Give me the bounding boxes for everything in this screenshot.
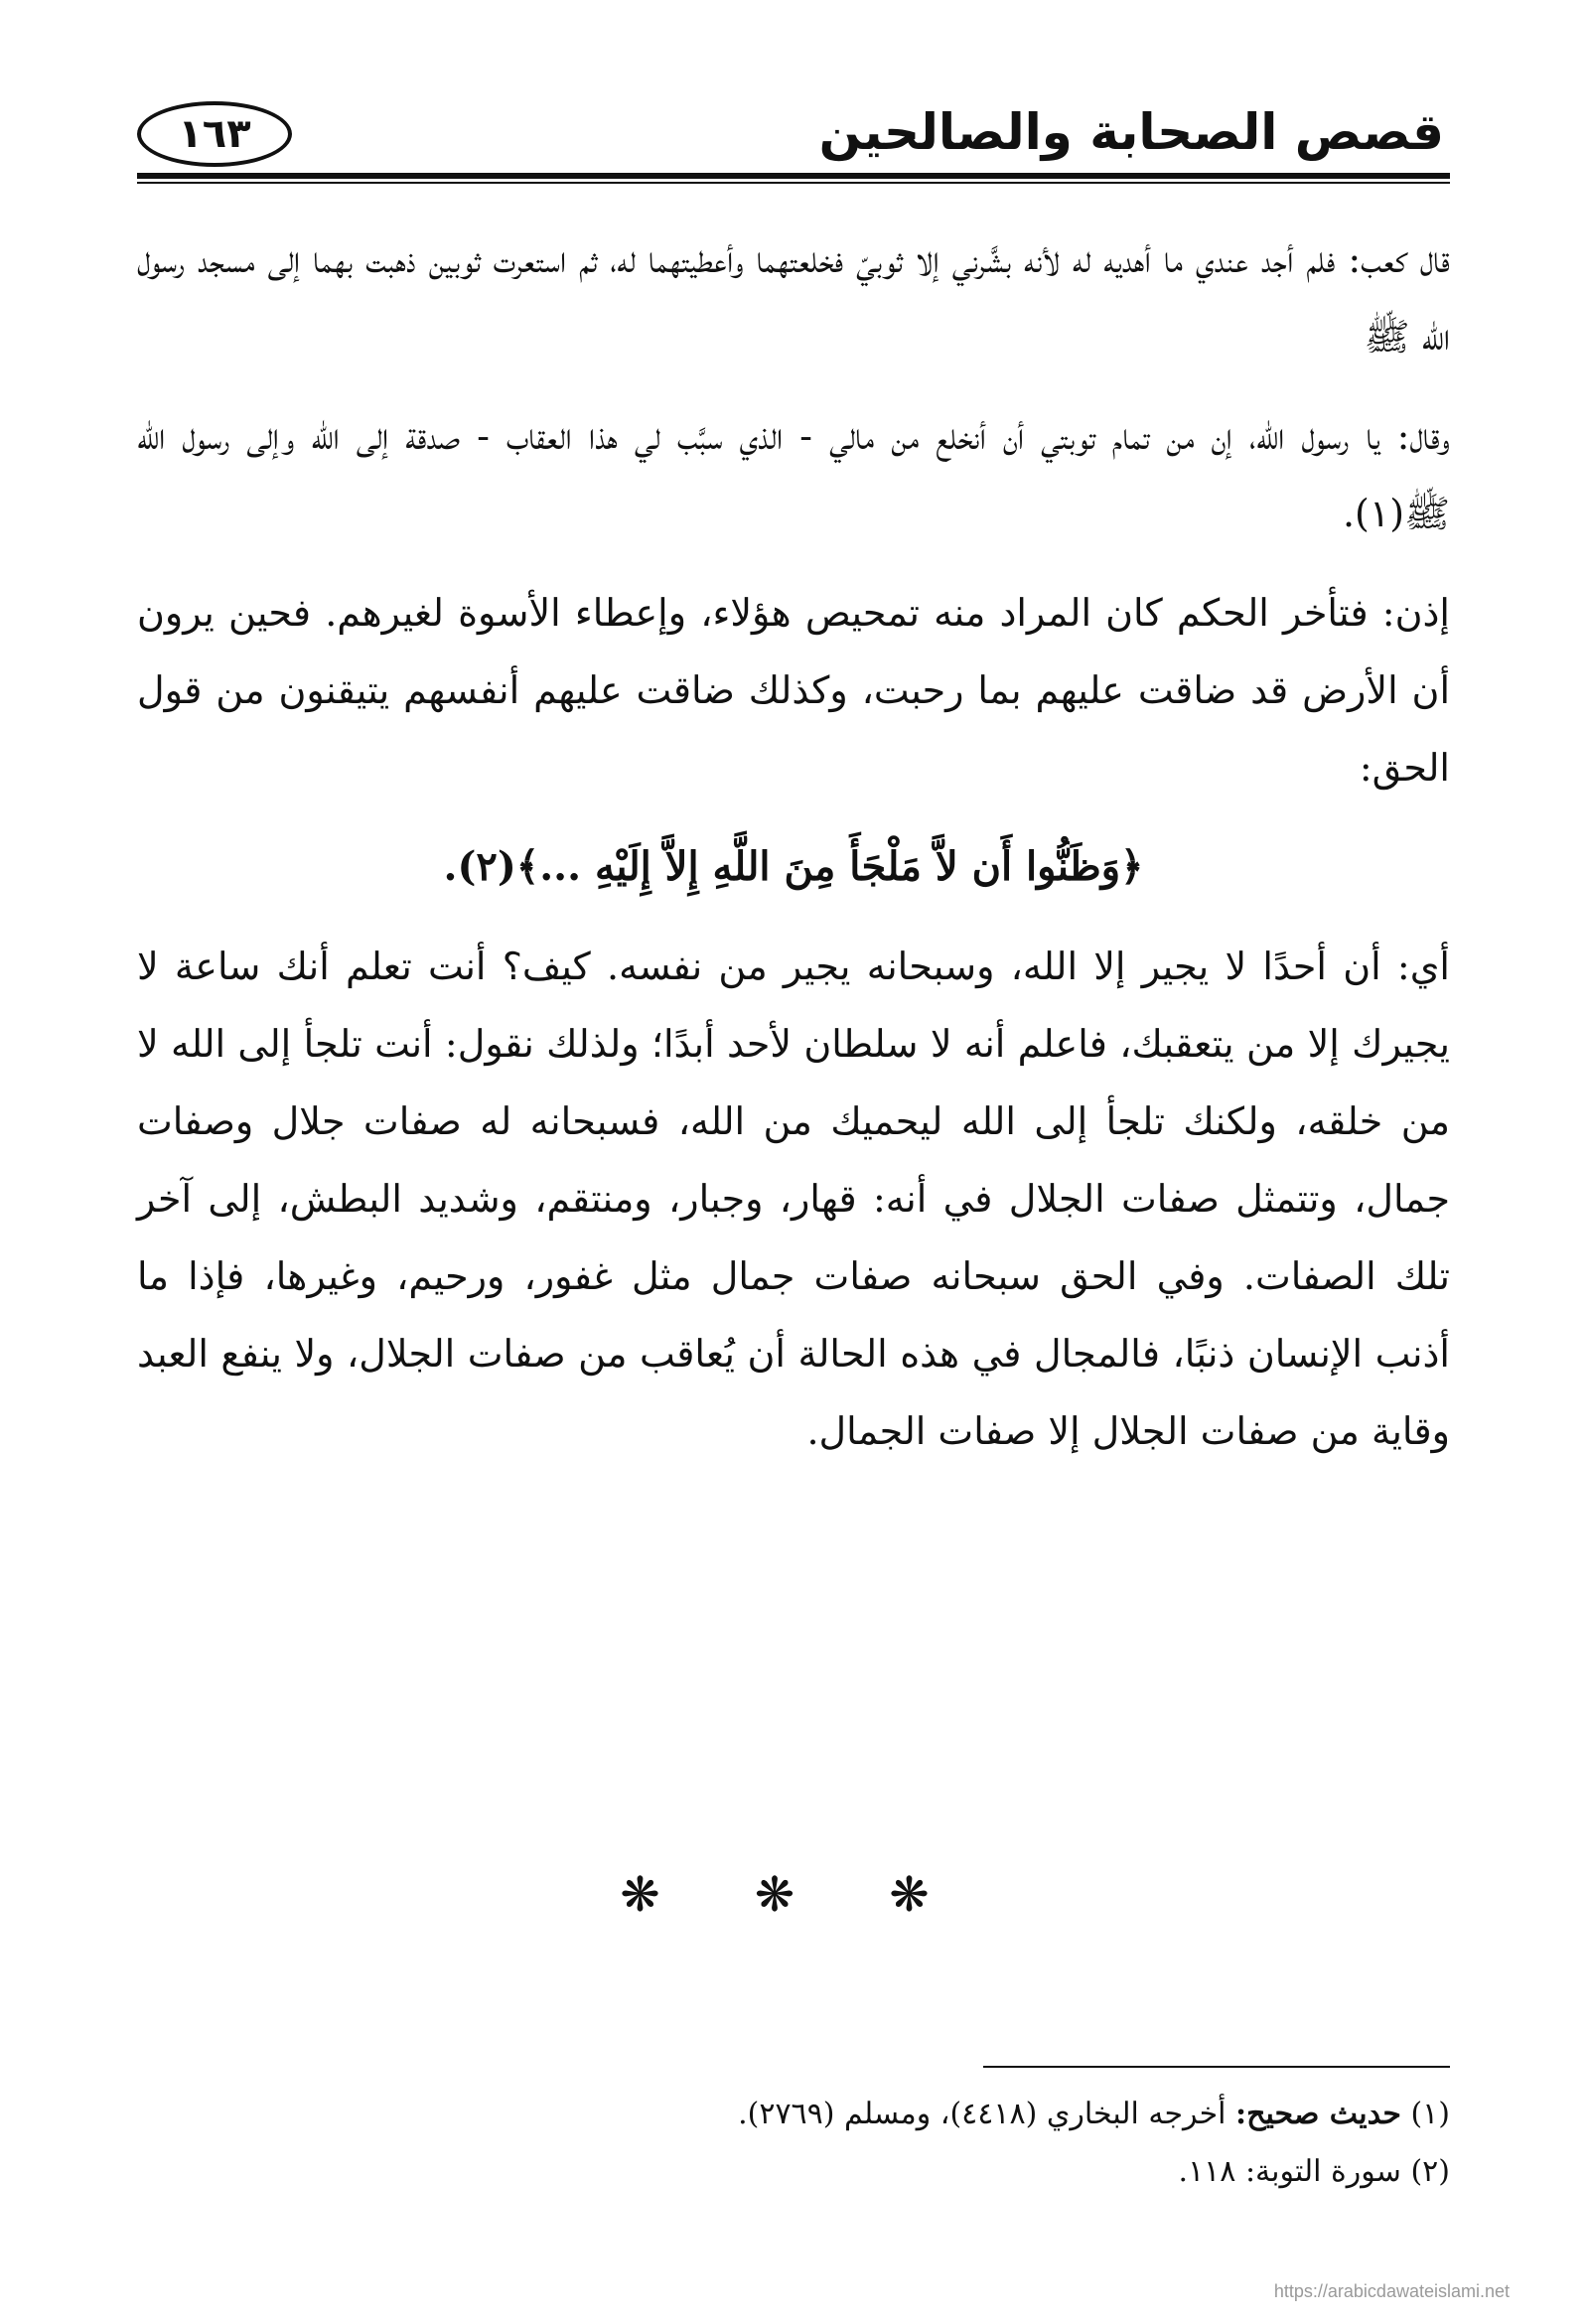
footnote-text: سورة التوبة: ١١٨. [1178, 2154, 1401, 2189]
paragraph: وقال: يا رسول الله، إن من تمام توبتي أن أنخلع من مالي - الذي سبَّب لي هذا العقاب - صدقة إلى الله وإلى رسول الله ﷺ(١). [137, 414, 1450, 535]
body-text [137, 220, 1450, 1492]
footnotes [596, 2086, 1450, 2201]
footnote-marker: (٢) [1410, 2154, 1450, 2189]
page-number: ١٦٣ [137, 101, 292, 167]
footnote-marker: (١) [1410, 2097, 1450, 2131]
header-rule [137, 173, 1450, 179]
footnote-rule [983, 2066, 1450, 2068]
paragraph: إذن: فتأخر الحكم كان المراد منه تمحيص هؤلاء، وإعطاء الأسوة لغيرهم. فحين يرون أن الأرض قد ضاقت عليهم بما رحبت، وكذلك ضاقت عليهم أنفسهم يتيقنون من قول الحق: [137, 591, 1450, 790]
book-title: قصص الصحابة والصالحين [818, 103, 1444, 161]
section-separator: ❋ ❋ ❋ [620, 1867, 969, 1923]
page-header [137, 85, 1450, 177]
footnote-text: أخرجه البخاري (٤٤١٨)، ومسلم (٢٧٦٩). [738, 2097, 1227, 2131]
footnote-1 [596, 2086, 1450, 2143]
watermark-url: https://arabicdawateislami.net [1273, 2281, 1510, 2301]
paragraph: قال كعب: فلم أجد عندي ما أهديه له لأنه بشَّرني إلا ثوبيّ فخلعتهما وأعطيتهما له، ثم استعرت ثوبين ذهبت بهما إلى مسجد رسول الله ﷺ [137, 237, 1450, 359]
footnote-2 [596, 2143, 1450, 2201]
paragraph: أي: أن أحدًا لا يجير إلا الله، وسبحانه يجير من نفسه. كيف؟ أنت تعلم أنك ساعة لا يجيرك إلا من يتعقبك، فاعلم أنه لا سلطان لأحد أبدًا؛ ولذلك نقول: أنت تلجأ إلى الله لا من خلقه، ولكنك تلجأ إلى الله ليحميك من الله، فسبحانه له صفات جلال وصفات جمال، وتتمثل صفات الجلال في أنه: قهار، وجبار، ومنتقم، وشديد البطش، إلى آخر تلك الصفات. وفي الحق سبحانه صفات جمال مثل غفور، ورحيم، وغيرها، فإذا ما أذنب الإنسان ذنبًا، فالمجال في هذه الحالة أن يُعاقب من صفات الجلال، ولا ينفع العبد وقاية من صفات الجلال إلا صفات الجمال. [137, 944, 1450, 1453]
quran-verse: ﴿وَظَنُّوا أَن لاَّ مَلْجَأَ مِنَ اللَّهِ إِلاَّ إِلَيْهِ ...﴾(٢). [443, 843, 1144, 890]
header-rule-thin [137, 182, 1450, 184]
footnote-grade: حديث صحيح: [1235, 2097, 1401, 2131]
